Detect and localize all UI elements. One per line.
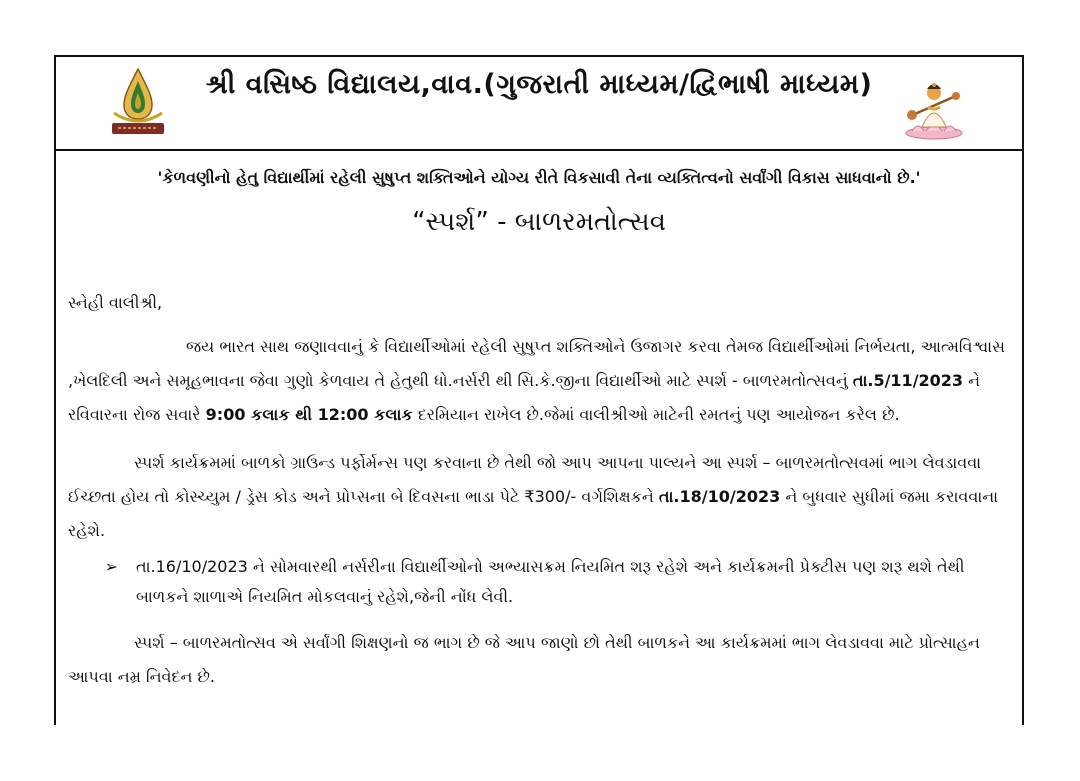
bullet-text: તા.16/10/2023 ને સોમવારથી નર્સરીના વિદ્યાર્થીઓનો અભ્યાસક્રમ નિયમિત શરૂ રહેશે અને કાર્યક્રમની પ્રેક્ટીસ પણ શરૂ થશે તેથી બાળકને શાળાએ નિયમિત મોકલવાનું રહેશે,જેની નોંધ લેવી. (136, 557, 965, 606)
event-title: “સ્પર્શ” - બાળરમતોત્સવ (412, 207, 666, 237)
announcement-text: ને રવિવારના રોજ સવારે (68, 371, 981, 424)
costume-text: સ્પર્શ કાર્યક્રમમાં બાળકો ગ્રાઉન્ડ પર્ફોર્મન્સ પણ કરવાના છે તેથી જો આપ આપના પાલ્યને આ સ્પર્શ – બાળરમતોત્સવમાં ભાગ લેવડાવવા ઈચ્છતા હોય તો કોસ્ચ્યુમ / ડ્રેસ કોડ અને પ્રોપ્સના બે દિવસના ભાડા પેટે ₹300/- વર્ગશિક્ષકને (68, 453, 982, 506)
saraswati-icon (898, 77, 970, 141)
letter-frame (54, 55, 1024, 725)
announcement-text: જય ભારત સાથ જણાવવાનું કે વિદ્યાર્થીઓમાં રહેલી સુષુપ્ત શક્તિઓને ઉજાગર કરવા તેમજ વિદ્યાર્થીઓમાં નિર્ભયતા, આત્મવિશ્વાસ ,ખેલદિલી અને સમૂહભાવના જેવા ગુણો કેળવાય તે હેતુથી ધો.નર્સરી થી સિ.કે.જીના વિદ્યાર્થીઓ માટે સ્પર્શ - બાળરમતોત્સવનું (68, 337, 1005, 390)
letterhead (56, 57, 1022, 151)
bullet-item (68, 552, 1012, 612)
event-time: 9:00 કલાક થી 12:00 કલાક (205, 405, 413, 424)
paragraph-announcement (68, 330, 1012, 432)
event-date: તા.5/11/2023 (852, 371, 964, 390)
arrow-bullet-icon: ➢ (104, 557, 118, 576)
paragraph-closing: સ્પર્શ – બાળરમતોત્સવ એ સર્વાંગી શિક્ષણનો જ ભાગ છે જે આપ જાણો છો તેથી બાળકને આ કાર્યક્રમમાં ભાગ લેવડાવવા માટે પ્રોત્સાહન આપવા નમ્ર નિવેદન છે. (68, 633, 980, 686)
school-name: શ્રી વસિષ્ઠ વિદ્યાલય,વાવ.(ગુજરાતી માધ્યમ/દ્વિભાષી માધ્યમ) (205, 69, 873, 100)
announcement-text: દરમિયાન રાખેલ છે.જેમાં વાલીશ્રીઓ માટેની રમતનું પણ આયોજન કરેલ છે. (412, 405, 900, 424)
paragraph-costume (68, 446, 1012, 548)
fee-deadline-date: તા.18/10/2023 (658, 487, 781, 506)
letter-body (68, 286, 1012, 694)
greeting: સ્નેહી વાલીશ્રી, (68, 293, 163, 312)
costume-text: ને બુધવાર સુધીમાં જમા કરાવવાના રહેશે. (68, 487, 999, 540)
school-motto: 'કેળવણીનો હેતુ વિદ્યાર્થીમાં રહેલી સુષુપ્ત શક્તિઓને યોગ્ય રીતે વિકસાવી તેના વ્યક્તિત્વનો સર્વાંગી વિકાસ સાધવાનો છે.' (157, 168, 921, 187)
